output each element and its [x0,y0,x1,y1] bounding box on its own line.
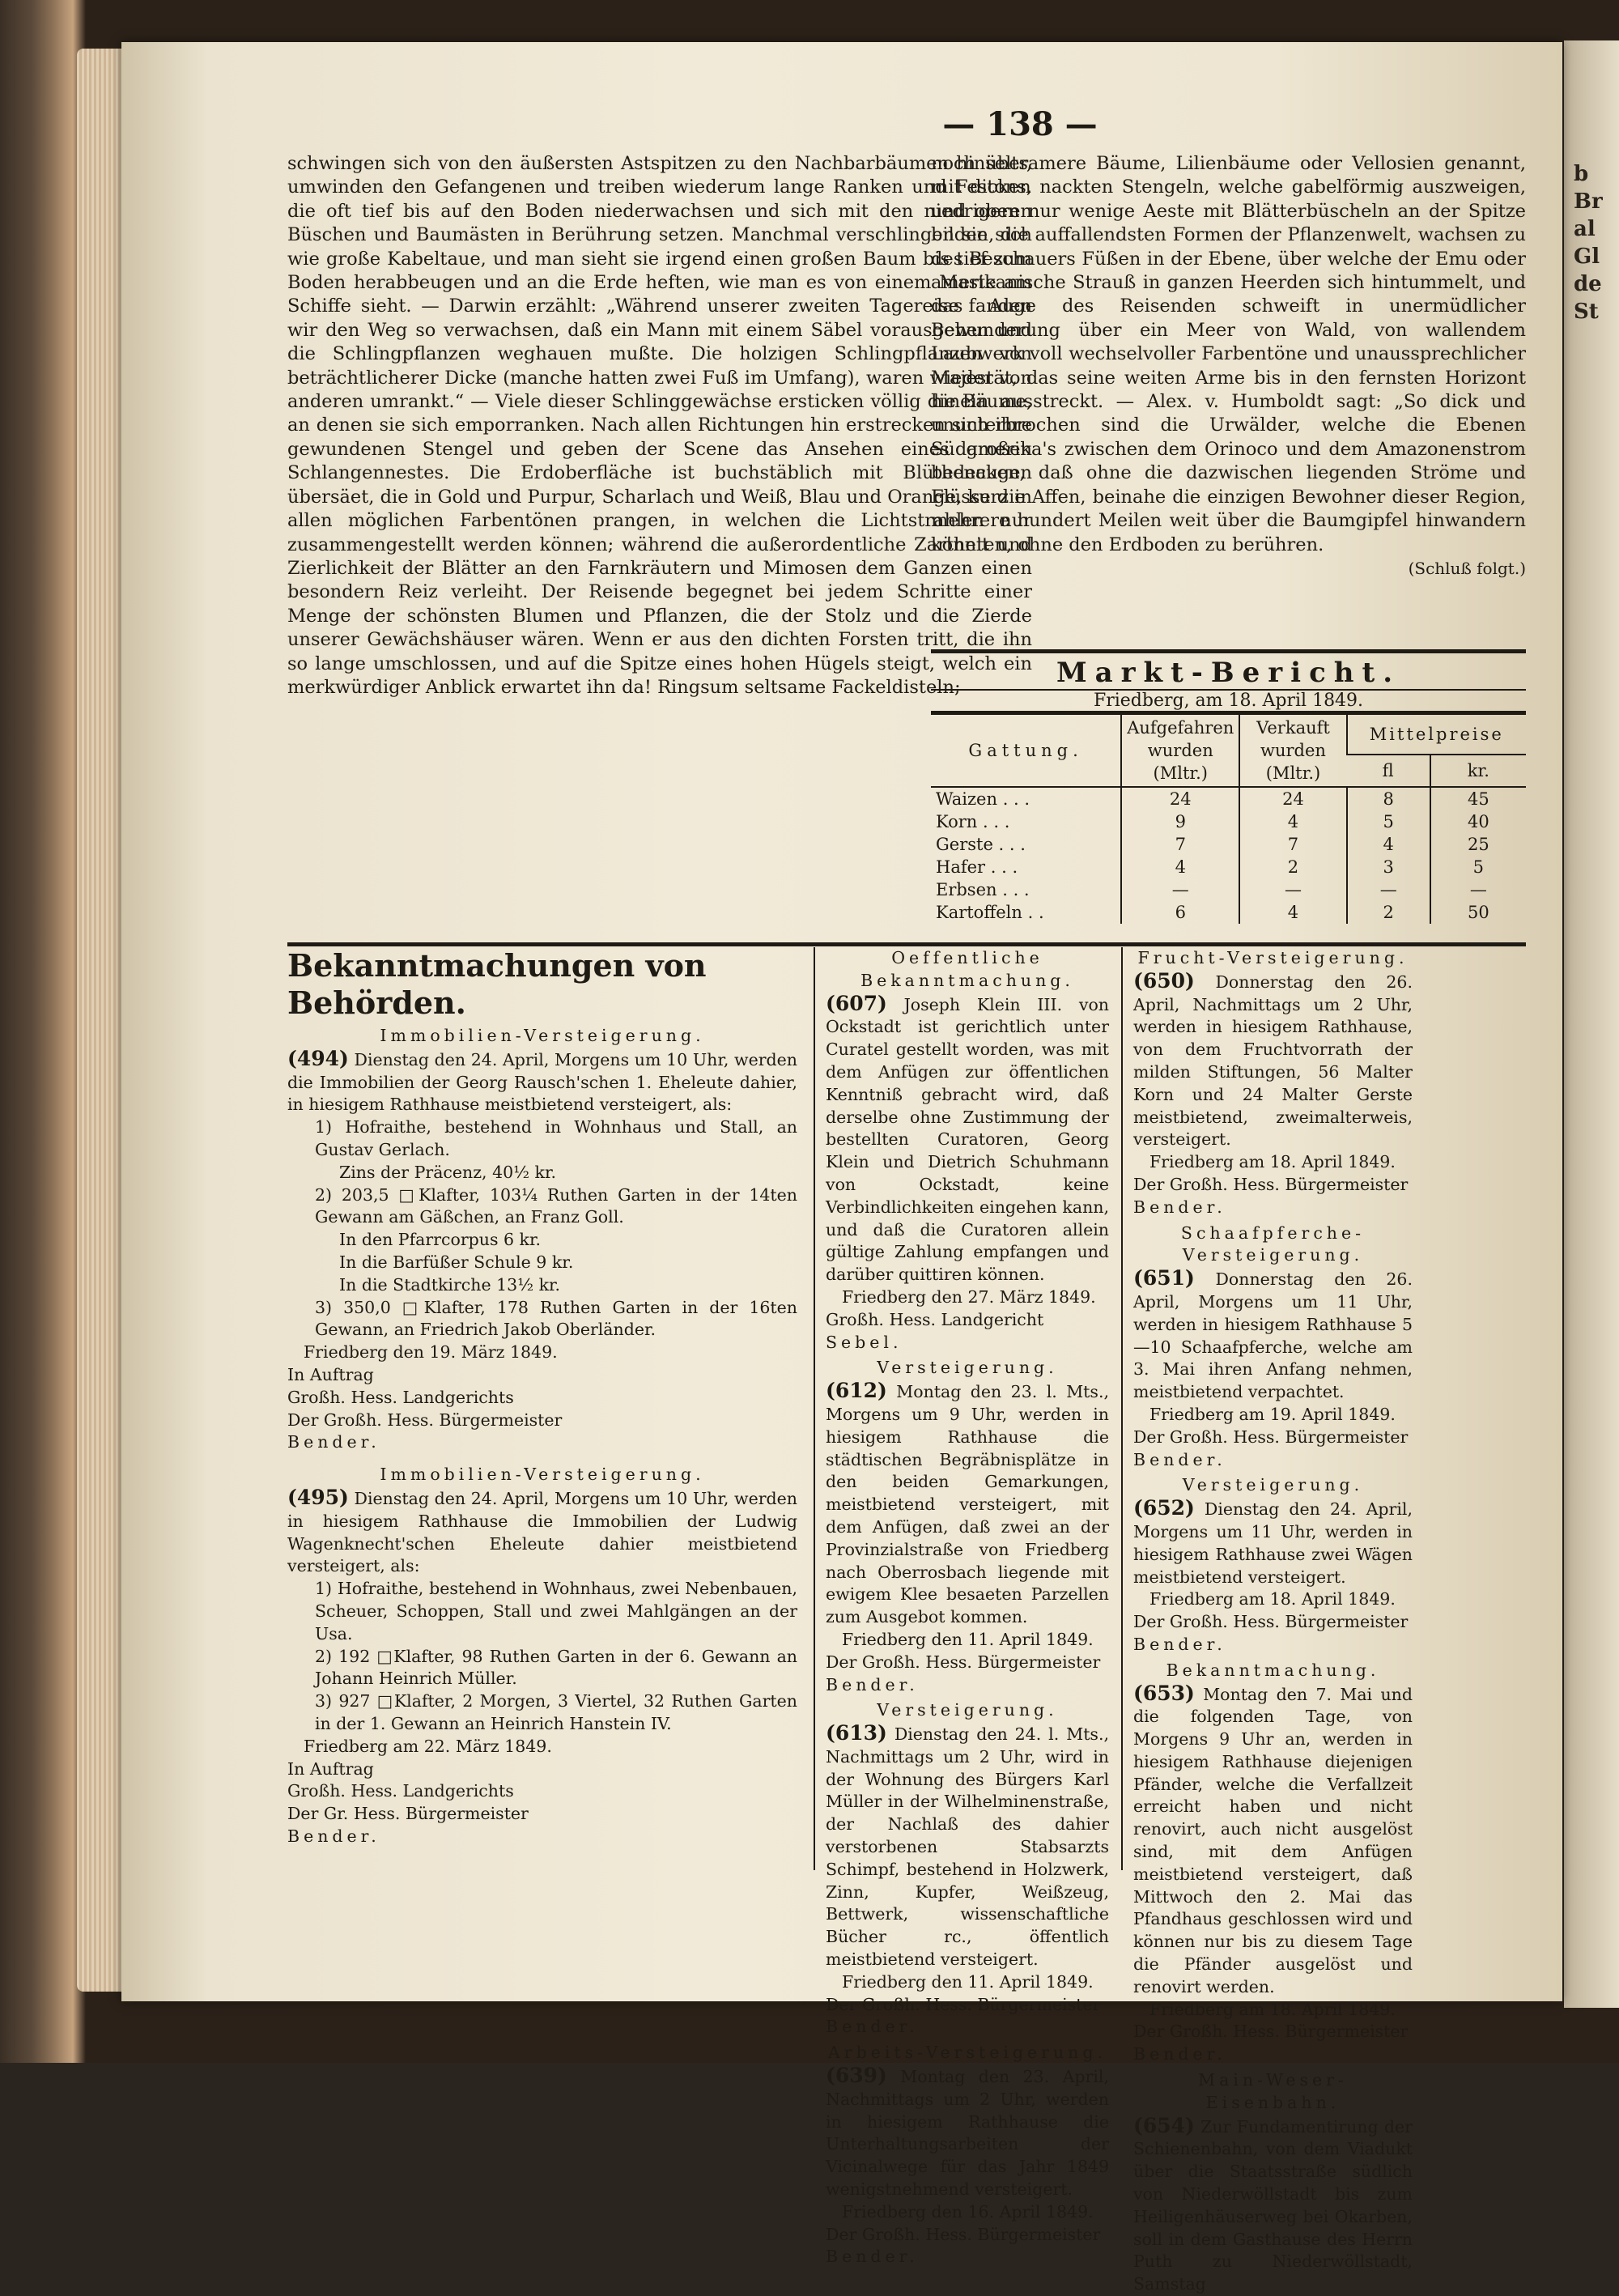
notice-signature: Der Großh. Hess. Bürgermeister [826,2224,1101,2244]
notice-639 [826,2064,1109,2201]
notice-subitem: In die Barfüßer Schule 9 kr. [339,1252,574,1272]
notice-subitem: In den Pfarrcorpus 6 kr. [339,1230,542,1250]
facing-page-fragment: St [1574,300,1599,324]
notice-number: (639) [826,2064,887,2088]
facing-page-fragment: Gl [1574,244,1600,269]
notice-signature: Der Großh. Hess. Bürgermeister [1133,1174,1409,1194]
table-row [931,833,1526,856]
cell-fl: — [1347,878,1430,901]
notice-number: (612) [826,1379,887,1403]
cell-auf: 9 [1121,810,1239,833]
market-title: Markt-Bericht. [1056,657,1401,689]
cell-name: Waizen . . . [936,789,1030,809]
col-aufgefahren: Aufgefahren wurden (Mltr.) [1121,715,1239,787]
col-gattung: Gattung. [931,715,1121,787]
notice-number: (613) [826,1721,887,1745]
market-date: Friedberg, am 18. April 1849. [1093,691,1364,711]
cell-verk: 4 [1239,810,1346,833]
notice-signature: Der Großh. Hess. Bürgermeister [826,1994,1101,2014]
cell-auf: 6 [1121,901,1239,924]
notice-date: Friedberg den 19. März 1849. [304,1342,558,1363]
notice-number: (607) [826,991,887,1015]
cell-kr: 5 [1430,856,1526,878]
notice-number: (651) [1133,1266,1195,1290]
notice-item: 2) 192 □Klafter, 98 Ruthen Garten in der 6. Gewann an Johann Heinrich Müller. [315,1646,797,1689]
col-verkauft: Verkauft wurden (Mltr.) [1239,715,1346,787]
notice-signature: Bender. [1133,1449,1226,1469]
notice-date: Friedberg am 19. April 1849. [1149,1404,1396,1424]
notice-signature: Bender. [1133,2044,1226,2064]
cell-name: Kartoffeln . . [936,903,1044,922]
column-divider [1121,947,1123,1870]
facing-page-fragment: Br [1574,189,1603,214]
cell-fl: 3 [1347,856,1430,878]
notice-signature: Bender. [826,2247,919,2267]
col-kr: kr. [1430,755,1526,787]
notice-text: Montag den 7. Mai und die folgenden Tage, von Morgens 9 Uhr an, werden in hiesigem Rathhause diejenigen Pfänder, welche die Verfallzeit erreicht haben und nicht renovirt, auch nicht ausgelöst sind, mit dem Anfügen meistbietend versteigert, daß Mittwoch den 2. Mai das Pfandhaus geschlossen wird und können nur bis zu diesem Tage die Pfänder ausgelöst und renovirt werden. [1133,1684,1413,1996]
notice-text: Montag den 23. l. Mts., Morgens um 9 Uhr, werden in hiesigem Rathhause die städtischen Begräbnisplätze in den beiden Gemarkungen, meistbietend versteigert, mit dem Anfügen, daß zwei an der Provinzialstraße von Friedberg nach Oberrosbach liegende mit ewigem Klee besaeten Parzellen zum Ausgebot kommen. [826,1382,1109,1627]
notice-date: Friedberg den 11. April 1849. [842,1971,1094,1992]
notice-number: (652) [1133,1496,1195,1520]
notice-date: Friedberg den 11. April 1849. [842,1629,1094,1649]
cell-verk: 2 [1239,856,1346,878]
facing-page-fragment: de [1574,272,1602,296]
notice-number: (494) [287,1046,349,1070]
article-left-column [287,152,1032,852]
notice-text: Dienstag den 24. April, Morgens um 11 Uhr, werden in hiesigem Rathhause zwei Wägen meistbietend versteigert. [1133,1499,1413,1587]
notice-651 [1133,1267,1413,1404]
table-row [931,878,1526,901]
notice-signature: Der Großh. Hess. Bürgermeister [1133,2022,1409,2042]
cell-fl: 5 [1347,810,1430,833]
notice-heading: Main-Weser-Eisenbahn. [1198,2070,1348,2112]
notice-heading: Versteigerung. [1182,1475,1364,1495]
notice-signature: Bender. [826,1674,919,1694]
notice-494 [287,1048,797,1116]
notice-heading: Versteigerung. [877,1700,1058,1720]
notice-text: Dienstag den 24. April, Morgens um 10 Uhr, werden in hiesigem Rathhause die Immobilien der Ludwig Wagenknecht'schen Eheleute dahier meistbietend versteigert, als: [287,1488,797,1576]
table-row [931,901,1526,924]
notice-date: Friedberg am 22. März 1849. [304,1736,552,1756]
cell-name: Korn . . . [936,812,1010,831]
notice-heading: Schaafpferche-Versteigerung. [1180,1222,1366,1265]
article-text-right: noch seltsamere Bäume, Lilienbäume oder Vellosien genannt, mit dicken nackten Stengeln, welche gabelförmig auszweigen, und oben nur wenige Aeste mit Blätterbüscheln an der Spitze bilden, die auffallendsten Formen der Pflanzenwelt, wachsen zu des Beschauers Füßen in der Ebene, über welche der Emu oder amerikanische Strauß in ganzen Heerden sich hintummelt, und das Auge des Reisenden schweift in unermüdlicher Bewunderung über ein Meer von Wald, von wallendem Laubwerk voll wechselvoller Farbentöne und unaussprechlicher Majestät, das seine weiten Arme bis in den fernsten Horizont hinein ausstreckt. — Alex. v. Humboldt sagt: „So dick und ununterbrochen sind die Urwälder, welche die Ebenen Südamerika's zwischen dem Orinoco und dem Amazonenstrom bedecken, daß ohne die dazwischen liegenden Ströme und Flüsse die Affen, beinahe die einzigen Bewohner dieser Region, mehrere hundert Meilen weit über die Baumgipfel hinwandern könnten, ohne den Erdboden zu berühren. [931,153,1526,555]
notice-item: 1) Hofraithe, bestehend in Wohnhaus und Stall, an Gustav Gerlach. [315,1117,797,1159]
notice-signature: Der Gr. Hess. Bürgermeister [287,1804,529,1824]
notice-subitem: In die Stadtkirche 13½ kr. [339,1274,561,1295]
cell-fl: 2 [1347,901,1430,924]
table-row [931,787,1526,810]
notice-signature: Bender. [1133,1197,1226,1217]
notice-number: (653) [1133,1681,1195,1705]
facing-page-fragment: al [1574,217,1596,241]
cell-verk: 7 [1239,833,1346,856]
cell-fl: 4 [1347,833,1430,856]
cell-kr: 45 [1430,787,1526,810]
notice-text: Dienstag den 24. l. Mts., Nachmittags um 2 Uhr, wird in der Wohnung des Bürgers Karl Müller in der Wilhelminenstraße, der Nachlaß des dahier verstorbenen Stabsarzts Schimpf, bestehend in Holzwerk, Zinn, Kupfer, Weißzeug, Bettwerk, wissenschaftliche Bücher rc., öffentlich meistbietend versteigert. [826,1724,1109,1970]
col-fl: fl [1347,755,1430,787]
notice-heading: Immobilien-Versteigerung. [380,1026,705,1045]
table-row [931,856,1526,878]
notices-column-2 [826,947,1109,2267]
column-divider [814,947,815,1870]
notice-signature: In Auftrag [287,1758,374,1779]
notices-column-1 [287,947,797,1870]
market-top-rule [931,649,1526,653]
market-table [931,715,1526,924]
notice-heading: Frucht-Versteigerung. [1137,948,1409,967]
table-row [931,810,1526,833]
notice-signature: Bender. [287,1826,380,1846]
notice-item: 1) Hofraithe, bestehend in Wohnhaus, zwei Nebenbauen, Scheuer, Schoppen, Stall und zwei Mahlgängen an der Usa. [315,1579,797,1643]
notice-item: 2) 203,5 □Klafter, 103¼ Ruthen Garten in der 14ten Gewann am Gäßchen, an Franz Goll. [315,1184,797,1227]
cell-fl: 8 [1347,787,1430,810]
notice-subitem: Zins der Präcenz, 40½ kr. [339,1162,557,1182]
notice-650 [1133,970,1413,1151]
notice-text: Joseph Klein III. von Ockstadt ist gerichtlich unter Curatel gestellt worden, was mit dem Anfügen zur öffentlichen Kenntniß gebracht wird, daß derselbe ohne Zustimmung der bestellten Curatoren, Georg Klein und Dietrich Schuhmann von Ockstadt, keine Verbindlichkeiten eingehen kann, und daß die Curatoren allein gültige Zahlung empfangen und darüber quittiren können. [826,994,1109,1285]
notice-heading: Oeffentliche Bekanntmachung. [860,948,1074,990]
cell-verk: 4 [1239,901,1346,924]
notice-signature: Der Großh. Hess. Bürgermeister [826,1652,1101,1672]
cell-kr: 25 [1430,833,1526,856]
notice-heading: Arbeits-Versteigerung. [827,2043,1107,2063]
notice-652 [1133,1497,1413,1588]
notice-text: Montag den 23. April, Nachmittags um 2 Uhr, werden in hiesigem Rathhause die Unterhaltungsarbeiten der Vicinalwege für das Jahr 1849 wenigstnehmend versteigert. [826,2067,1109,2200]
notice-signature: Der Großh. Hess. Bürgermeister [1133,1612,1409,1632]
notice-signature: Sebel. [826,1332,903,1352]
market-report [931,649,1526,924]
page-number: — 138 — [942,105,1098,143]
notice-heading: Bekanntmachung. [1166,1660,1380,1680]
newspaper-page [121,42,1562,2294]
notice-signature: Großh. Hess. Landgericht [826,1309,1044,1329]
cell-kr: — [1430,878,1526,901]
section-rule [287,942,1526,946]
notice-signature: Großh. Hess. Landgerichts [287,1387,514,1407]
cell-name: Gerste . . . [936,835,1026,854]
notice-date: Friedberg am 18. April 1849. [1149,1589,1396,1609]
notice-text: Donnerstag den 26. April, Morgens um 11 Uhr, werden in hiesigem Rathhause 5—10 Schaafpferche, welche am 3. Mai ihren Anfang nehmen, meistbietend verpachtet. [1133,1269,1413,1402]
article-right-column [931,152,1526,580]
notice-signature: Der Großh. Hess. Bürgermeister [287,1409,563,1430]
notice-date: Friedberg den 16. April 1849. [842,2201,1094,2222]
notice-date: Friedberg am 18. April 1849. [1149,1152,1396,1172]
notice-612 [826,1380,1109,1629]
cell-kr: 40 [1430,810,1526,833]
notice-495 [287,1486,797,1578]
notices-column-3 [1133,947,1413,2294]
notice-signature: Bender. [287,1432,380,1452]
notice-number: (495) [287,1485,349,1509]
notice-heading: Versteigerung. [877,1358,1058,1378]
cell-verk: 24 [1239,787,1346,810]
section-title: Bekanntmachungen von Behörden. [287,947,707,1021]
notice-signature: Bender. [826,2017,919,2037]
cell-auf: — [1121,878,1239,901]
cell-auf: 24 [1121,787,1239,810]
notice-signature: Großh. Hess. Landgerichts [287,1781,514,1801]
notice-text: Donnerstag den 26. April, Nachmittags um 2 Uhr, werden in hiesigem Rathhause, von dem Fruchtvorrath der milden Stiftungen, 56 Malter Korn und 24 Malter Gerste meistbietend, zweimalterweis, versteigert. [1133,972,1413,1150]
notice-text: Dienstag den 24. April, Morgens um 10 Uhr, werden die Immobilien der Georg Rausch'schen 1. Eheleute dahier, in hiesigem Rathhause meistbietend versteigert, als: [287,1049,797,1115]
notice-date: Friedberg am 18. April 1849. [1149,1999,1396,2019]
cell-auf: 7 [1121,833,1239,856]
notice-number: (650) [1133,968,1195,993]
cell-verk: — [1239,878,1346,901]
notice-date: Friedberg den 27. März 1849. [842,1286,1096,1307]
facing-page-edge [1564,40,1619,2008]
notice-text: Zur Fundamentirung der Schienenbahn, von dem Viadukt über die Staatsstraße südlich von Niederwöllstadt bis zum Heiligenhäuserweg bei Okarben, soll in dem Gasthause des Herrn Puth zu Niederwöllstadt, Samstag [1133,2116,1413,2294]
notice-signature: In Auftrag [287,1364,374,1384]
notice-heading: Immobilien-Versteigerung. [380,1465,705,1485]
notice-signature: Der Großh. Hess. Bürgermeister [1133,1426,1409,1447]
notice-item: 3) 927 □Klafter, 2 Morgen, 3 Viertel, 32 Ruthen Garten in der 1. Gewann an Heinrich Hanstein IV. [315,1691,797,1733]
article-continued-note: (Schluß folgt.) [1408,558,1526,578]
notice-653 [1133,1682,1413,1999]
cell-kr: 50 [1430,901,1526,924]
article-text-left: schwingen sich von den äußersten Astspitzen zu den Nachbarbäumen hinüber, umwinden den Gefangenen und treiben wiederum lange Ranken und Festons, die oft tief bis auf den Boden niederwachsen und sich mit den niedrigeren Büschen und Baumästen in Berührung setzen. Manchmal verschlingen sie sich wie große Kabeltaue, und man sieht sie irgend einen großen Baum bis tief zum Boden herabbeugen und an die Erde heften, wie man es von einem Maste am Schiffe sieht. — Darwin erzählt: „Während unserer zweiten Tagereise fanden wir den Weg so verwachsen, daß ein Mann mit einem Säbel vorausgehen und die Schlingpflanzen weghauen mußte. Die holzigen Schlingpflanzen von beträchtlicherer Dicke (manche hatten zwei Fuß im Umfang), waren wieder von anderen umrankt.“ — Viele dieser Schlinggewächse ersticken völlig die Bäume, an denen sie sich emporranken. Nach allen Richtungen hin erstrecken sich ihre gewundenen Stengel und geben der Scene das Ansehen eines großen Schlangennestes. Die Erdoberfläche ist buchstäblich mit Blüthenaugen übersäet, die in Gold und Purpur, Scharlach und Weiß, Blau und Orange, kurz in allen möglichen Farbentönen prangen, in welchen die Lichtstrahlen nur zusammengestellt werden können; während die außerordentliche Zartheit und Zierlichkeit der Blätter an den Farnkräutern und Mimosen dem Ganzen einen besondern Reiz verleiht. Der Reisende begegnet bei jedem Schritte einer Menge der schönsten Blumen und Pflanzen, die der Stolz und die Zierde unserer Gewächshäuser wären. Wenn er aus den dichten Forsten tritt, die ihn so lange umschlossen, und auf die Spitze eines hohen Hügels steigt, welch ein merkwürdiger Anblick erwartet ihn da! Ringsum seltsame Fackeldisteln; [287,153,1032,698]
notice-item: 3) 350,0 □Klafter, 178 Ruthen Garten in der 16ten Gewann, an Friedrich Jakob Oberländer. [315,1297,797,1340]
notice-613 [826,1722,1109,1971]
notice-607 [826,993,1109,1286]
cell-name: Erbsen . . . [936,880,1030,899]
col-mittelpreise: Mittelpreise [1347,715,1526,755]
cell-auf: 4 [1121,856,1239,878]
notice-654 [1133,2115,1413,2296]
facing-page-fragment: b [1574,162,1589,186]
cell-name: Hafer . . . [936,857,1018,877]
notice-number: (654) [1133,2113,1195,2137]
notice-signature: Bender. [1133,1634,1226,1654]
